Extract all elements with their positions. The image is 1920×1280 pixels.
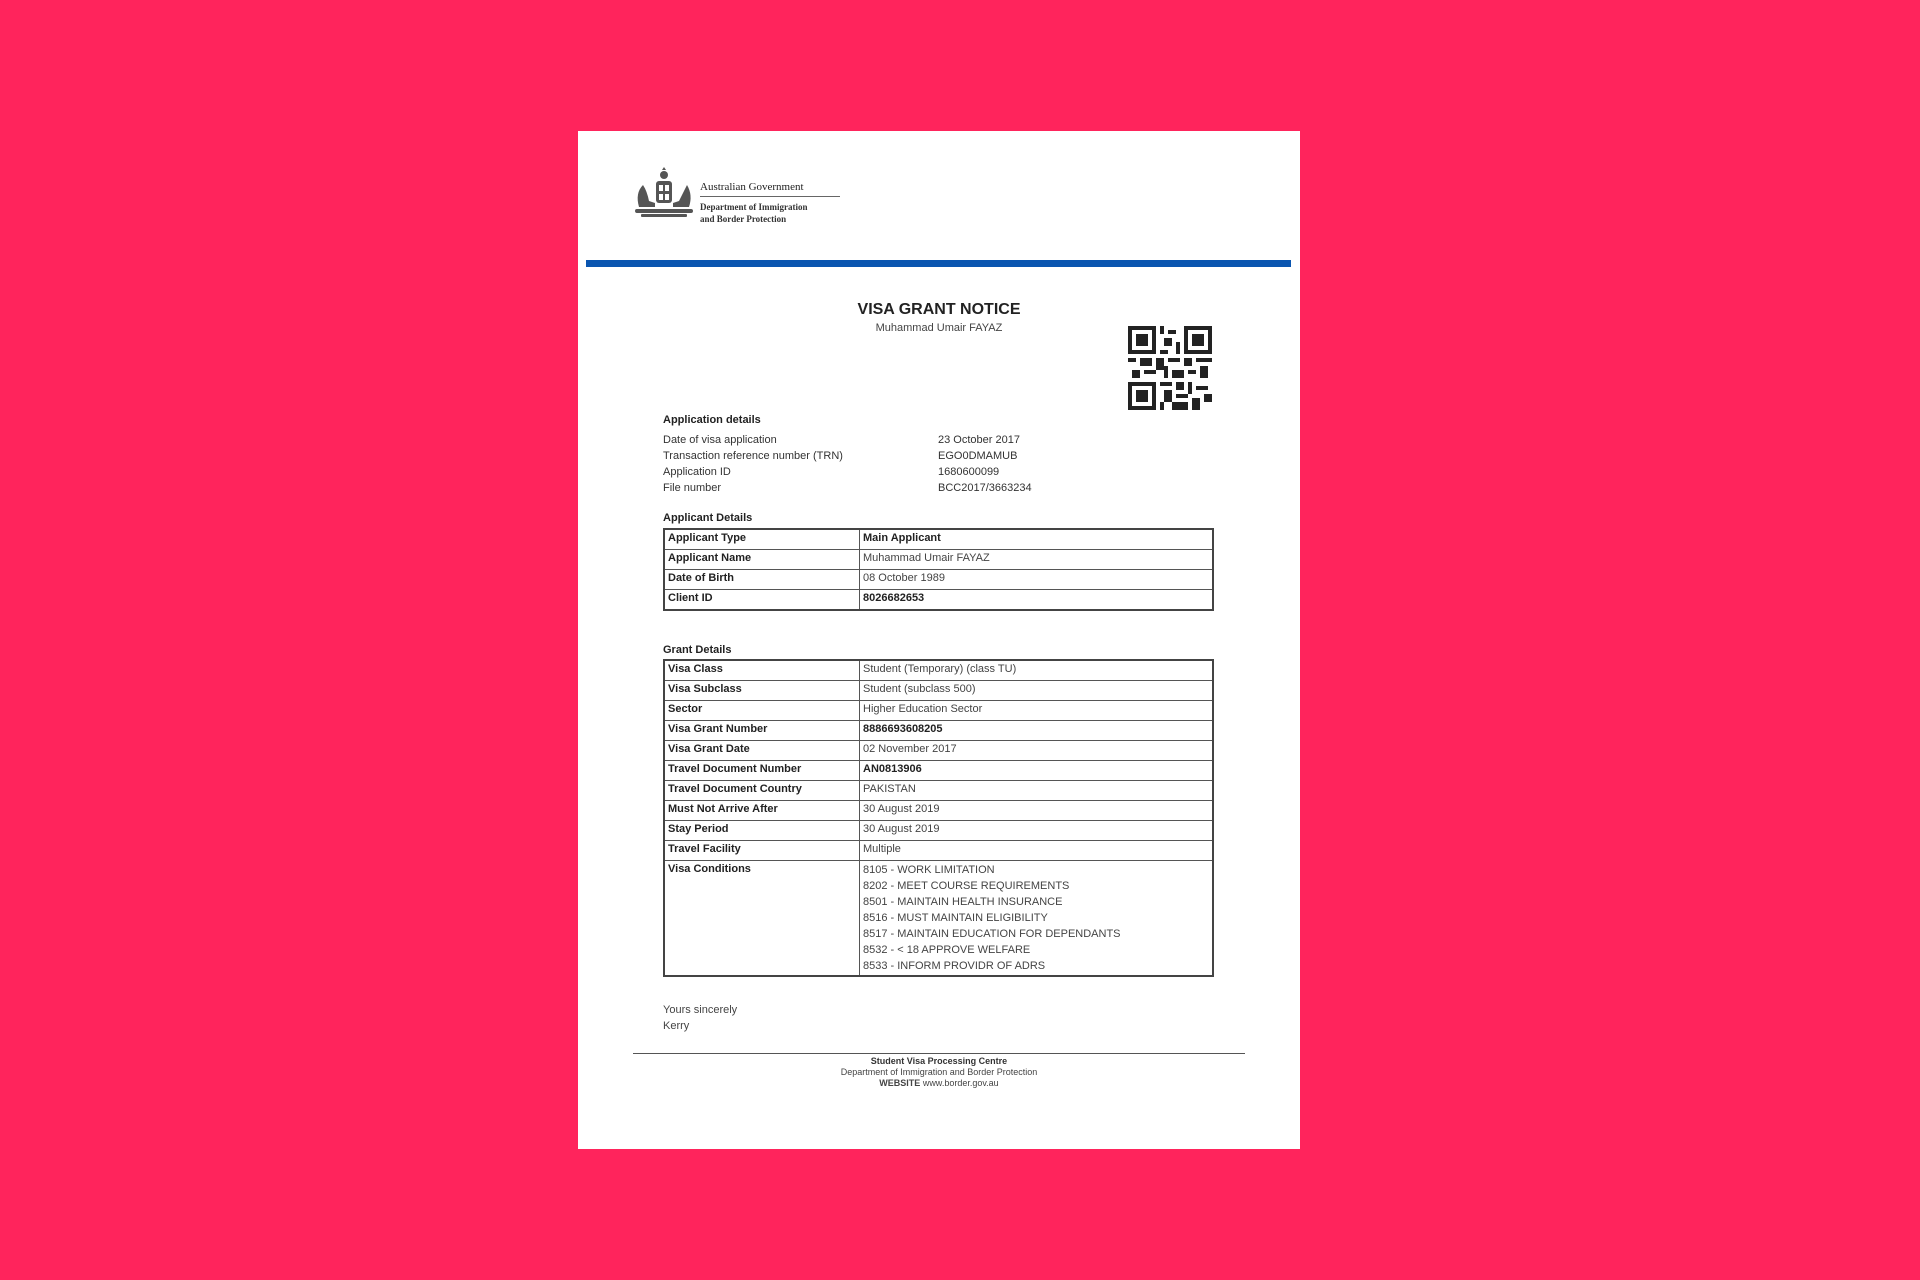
row-label: Travel Document Number xyxy=(664,761,860,781)
application-detail-row xyxy=(663,464,1083,480)
table-row xyxy=(664,570,1213,590)
closing-block xyxy=(663,1002,737,1034)
row-value: AN0813906 xyxy=(860,761,1214,781)
visa-condition: 8517 - MAINTAIN EDUCATION FOR DEPENDANTS xyxy=(863,928,1121,940)
row-label: Client ID xyxy=(664,590,860,611)
visa-condition: 8516 - MUST MAINTAIN ELIGIBILITY xyxy=(863,912,1048,924)
row-value: 08 October 1989 xyxy=(860,570,1214,590)
table-row xyxy=(664,841,1213,861)
row-label: Travel Facility xyxy=(664,841,860,861)
signatory: Kerry xyxy=(663,1020,690,1032)
row-value: 8886693608205 xyxy=(860,721,1214,741)
table-row xyxy=(664,821,1213,841)
application-details-heading: Application details xyxy=(663,414,761,426)
detail-label: Transaction reference number (TRN) xyxy=(663,450,843,462)
table-row xyxy=(664,801,1213,821)
table-row xyxy=(664,701,1213,721)
detail-value: 1680600099 xyxy=(938,466,1000,478)
detail-value: 23 October 2017 xyxy=(938,434,1020,446)
grant-details-heading: Grant Details xyxy=(663,644,732,656)
row-value: Muhammad Umair FAYAZ xyxy=(860,550,1214,570)
row-label: Stay Period xyxy=(664,821,860,841)
row-value: 30 August 2019 xyxy=(860,801,1214,821)
row-label: Visa Grant Date xyxy=(664,741,860,761)
application-detail-row xyxy=(663,432,1083,448)
row-label: Visa Grant Number xyxy=(664,721,860,741)
page-title: VISA GRANT NOTICE xyxy=(857,301,1021,318)
row-label: Travel Document Country xyxy=(664,781,860,801)
detail-label: Application ID xyxy=(663,466,731,478)
table-row xyxy=(664,721,1213,741)
footer-org: Student Visa Processing Centre xyxy=(870,1056,1008,1066)
application-detail-row xyxy=(663,448,1083,464)
coat-of-arms-icon xyxy=(629,167,699,223)
salutation: Yours sincerely xyxy=(663,1004,738,1016)
row-label: Visa Conditions xyxy=(664,861,860,977)
footer-department: Department of Immigration and Border Protection xyxy=(840,1067,1038,1077)
table-row xyxy=(664,761,1213,781)
row-label: Visa Class xyxy=(664,660,860,681)
footer-website xyxy=(578,1078,1300,1089)
row-label: Applicant Name xyxy=(664,550,860,570)
visa-condition: 8532 - < 18 APPROVE WELFARE xyxy=(863,944,1031,956)
visa-conditions-list xyxy=(860,861,1214,977)
application-detail-row xyxy=(663,480,1083,496)
applicant-details-table xyxy=(663,528,1214,611)
visa-condition: 8202 - MEET COURSE REQUIREMENTS xyxy=(863,880,1070,892)
table-row xyxy=(664,741,1213,761)
row-label: Visa Subclass xyxy=(664,681,860,701)
government-name: Australian Government xyxy=(700,181,840,197)
row-value: 30 August 2019 xyxy=(860,821,1214,841)
row-value: Student (subclass 500) xyxy=(860,681,1214,701)
row-value: PAKISTAN xyxy=(860,781,1214,801)
website-label: WEBSITE xyxy=(879,1078,921,1088)
visa-condition: 8533 - INFORM PROVIDR OF ADRS xyxy=(863,960,1046,972)
application-details xyxy=(663,432,1083,496)
row-value: Multiple xyxy=(860,841,1214,861)
government-header xyxy=(700,181,840,225)
row-value: Higher Education Sector xyxy=(860,701,1214,721)
table-row xyxy=(664,681,1213,701)
footer xyxy=(578,1056,1300,1089)
grant-details-table xyxy=(663,659,1214,977)
row-value: 02 November 2017 xyxy=(860,741,1214,761)
table-row xyxy=(664,529,1213,550)
detail-value: EGO0DMAMUB xyxy=(938,450,1018,462)
table-row xyxy=(664,550,1213,570)
table-row xyxy=(664,781,1213,801)
visa-condition: 8105 - WORK LIMITATION xyxy=(863,864,995,876)
website-link[interactable]: www.border.gov.au xyxy=(920,1078,999,1088)
holder-name: Muhammad Umair FAYAZ xyxy=(875,322,1003,334)
row-value: Main Applicant xyxy=(860,529,1214,550)
row-label: Sector xyxy=(664,701,860,721)
header-rule xyxy=(586,260,1291,267)
row-label: Must Not Arrive After xyxy=(664,801,860,821)
detail-label: Date of visa application xyxy=(663,434,777,446)
visa-condition: 8501 - MAINTAIN HEALTH INSURANCE xyxy=(863,896,1063,908)
row-label: Date of Birth xyxy=(664,570,860,590)
detail-label: File number xyxy=(663,482,722,494)
detail-value: BCC2017/3663234 xyxy=(938,482,1032,494)
applicant-details-heading: Applicant Details xyxy=(663,512,753,524)
table-row xyxy=(664,590,1213,611)
qr-code-icon xyxy=(1128,326,1212,410)
department-name: Department of Immigration and Border Protection xyxy=(700,202,808,224)
row-label: Applicant Type xyxy=(664,529,860,550)
table-row xyxy=(664,660,1213,681)
row-value: Student (Temporary) (class TU) xyxy=(860,660,1214,681)
row-value: 8026682653 xyxy=(860,590,1214,611)
table-row xyxy=(664,861,1213,977)
footer-rule xyxy=(633,1053,1245,1054)
visa-grant-notice-page xyxy=(578,131,1300,1149)
